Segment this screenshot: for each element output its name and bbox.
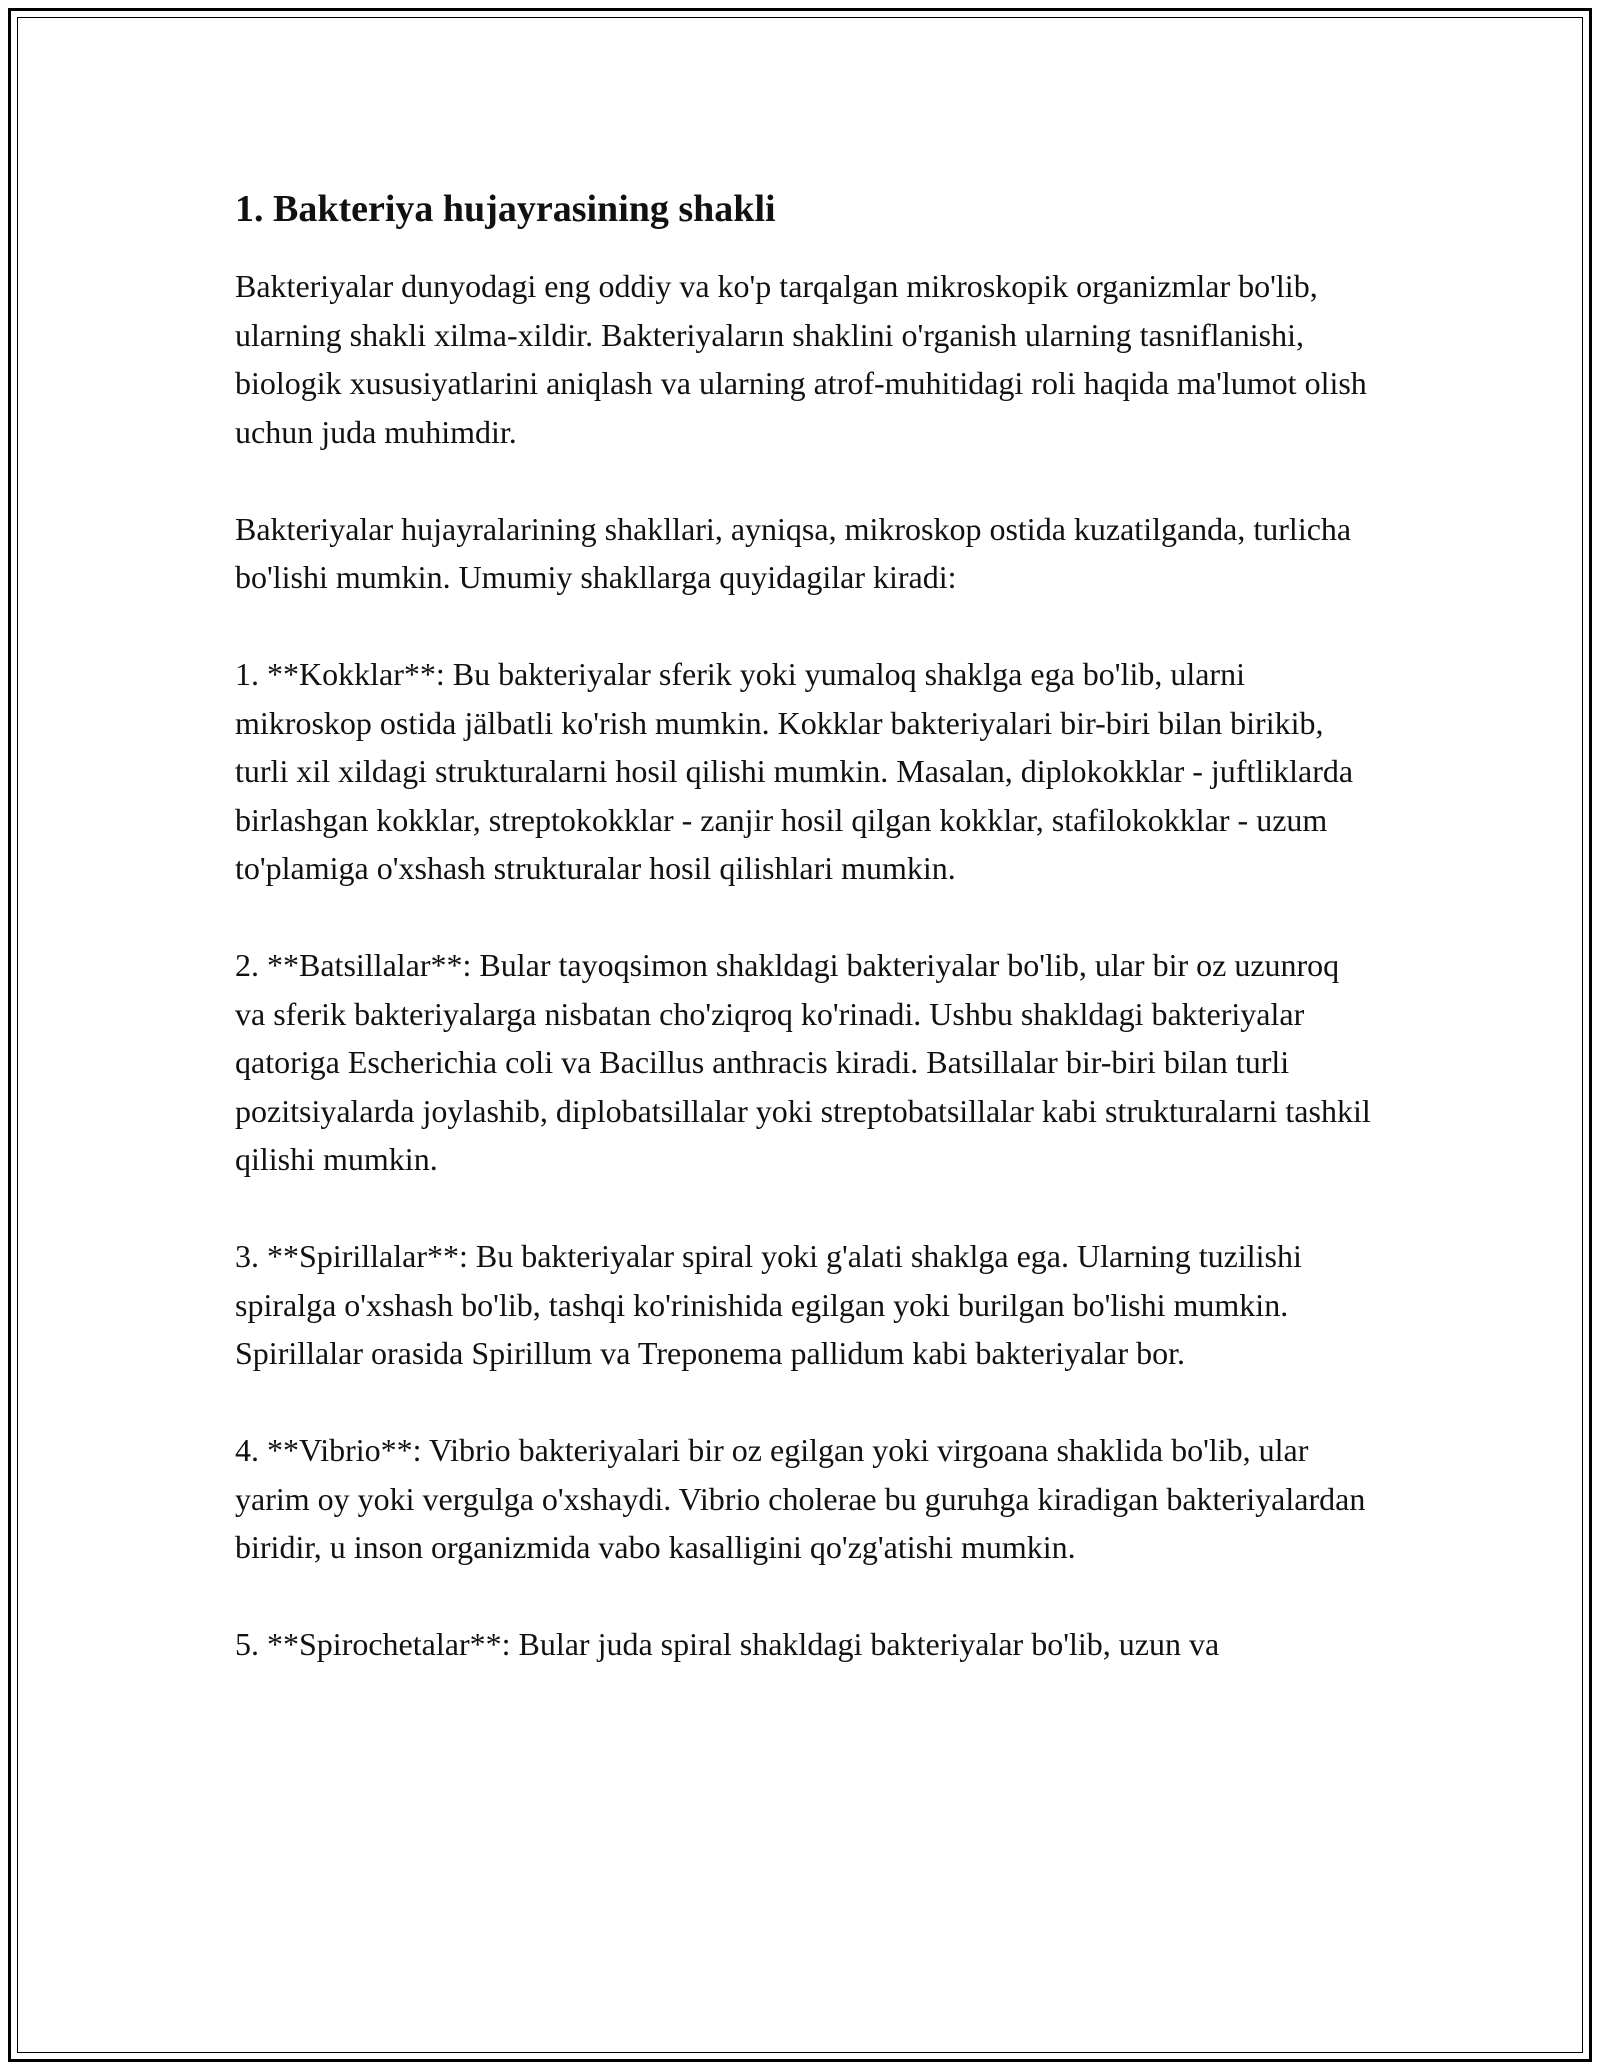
document-body	[235, 185, 1375, 1717]
paragraph-shapes-intro: Bakteriyalar hujayralarining shakllari, ayniqsa, mikroskop ostida kuzatilganda, turlicha bo'lishi mumkin. Umumiy shakllarga quyidagilar kiradi:	[235, 510, 1352, 596]
paragraph-vibrio: 4. **Vibrio**: Vibrio bakteriyalari bir oz egilgan yoki virgoana shaklida bo'lib, ular yarim oy yoki vergulga o'xshaydi. Vibrio cholerae bu guruhga kiradigan bakteriyalardan biridir, u inson organizmida vabo kasalligini qo'zg'atishi mumkin.	[235, 1432, 1366, 1566]
paragraph-batsillalar: 2. **Batsillalar**: Bular tayoqsimon shakldagi bakteriyalar bo'lib, ular bir oz uzunroq va sferik bakteriyalarga nisbatan cho'ziqroq ko'rinadi. Ushbu shakldagi bakteriyalar qatoriga Escherichia coli va Bacillus anthracis kiradi. Batsillalar bir-biri bilan turli pozitsiyalarda joylashib, diplobatsillalar yoki streptobatsillalar kabi strukturalarni tashkil qilishi mumkin.	[235, 947, 1371, 1178]
paragraph-kokklar: 1. **Kokklar**: Bu bakteriyalar sferik yoki yumaloq shaklga ega bo'lib, ularni mikroskop ostida jälbatli ko'rish mumkin. Kokklar bakteriyalari bir-biri bilan birikib, turli xil xildagi strukturalarni hosil qilishi mumkin. Masalan, diplokokklar - juftliklarda birlashgan kokklar, streptokokklar - zanjir hosil qilgan kokklar, stafilokokklar - uzum to'plamiga o'xshash strukturalar hosil qilishlari mumkin.	[235, 656, 1354, 887]
section-heading: 1. Bakteriya hujayrasining shakli	[235, 188, 776, 230]
paragraph-spirillalar: 3. **Spirillalar**: Bu bakteriyalar spiral yoki g'alati shaklga ega. Ularning tuzilishi spiralga o'xshash bo'lib, tashqi ko'rinishida egilgan yoki burilgan bo'lishi mumkin. Spirillalar orasida Spirillum va Treponema pallidum kabi bakteriyalar bor.	[235, 1238, 1302, 1372]
paragraph-spirochetalar: 5. **Spirochetalar**: Bular juda spiral shakldagi bakteriyalar bo'lib, uzun va	[235, 1626, 1220, 1663]
paragraph-intro: Bakteriyalar dunyodagi eng oddiy va ko'p tarqalgan mikroskopik organizmlar bo'lib, ularning shakli xilma-xildir. Bakteriyaların shaklini o'rganish ularning tasniflanishi, biologik xususiyatlarini aniqlash va ularning atrof-muhitidagi roli haqida ma'lumot olish uchun juda muhimdir.	[235, 268, 1367, 450]
